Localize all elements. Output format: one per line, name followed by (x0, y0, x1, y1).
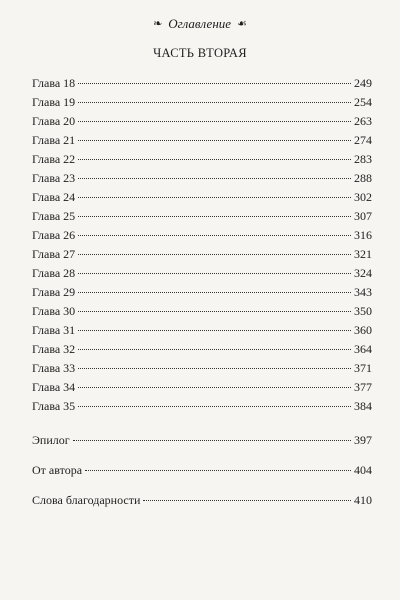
toc-entry-page: 283 (354, 152, 372, 166)
toc-entry (32, 340, 372, 359)
toc-entry-label: Глава 28 (32, 266, 76, 280)
dot-leader (78, 197, 351, 198)
toc-entry-page: 384 (354, 399, 372, 413)
toc-entry-label: Слова благодарности (32, 493, 141, 507)
toc-entry-page: 364 (354, 342, 372, 356)
toc-entry-label: Эпилог (32, 433, 70, 447)
toc-entry-label: Глава 32 (32, 342, 76, 356)
toc-entry (32, 226, 372, 245)
dot-leader (78, 159, 351, 160)
toc-entry-page: 371 (354, 361, 372, 375)
dot-leader (73, 440, 351, 441)
toc-entry-label: Глава 33 (32, 361, 76, 375)
toc-entry (32, 321, 372, 340)
toc-entry-label: Глава 27 (32, 247, 76, 261)
toc-entry-label: Глава 26 (32, 228, 76, 242)
toc-entry (32, 188, 372, 207)
toc-entry-label: Глава 25 (32, 209, 76, 223)
toc-entry-page: 307 (354, 209, 372, 223)
toc-entry (32, 150, 372, 169)
toc-entry-page: 321 (354, 247, 372, 261)
toc-entry (32, 131, 372, 150)
toc-entry-page: 274 (354, 133, 372, 147)
dot-leader (78, 406, 351, 407)
toc-entry (32, 455, 372, 485)
toc-entry-page: 377 (354, 380, 372, 394)
dot-leader (78, 178, 351, 179)
toc-entry-label: Глава 31 (32, 323, 76, 337)
toc-entry (32, 264, 372, 283)
toc-entry-label: Глава 29 (32, 285, 76, 299)
toc-entry (32, 112, 372, 131)
toc-entry-page: 343 (354, 285, 372, 299)
toc-entry (32, 74, 372, 93)
toc-entry (32, 169, 372, 188)
toc-entry-label: Глава 23 (32, 171, 76, 185)
toc-entry (32, 397, 372, 416)
toc-entry-label: Глава 35 (32, 399, 76, 413)
dot-leader (143, 500, 351, 501)
toc-entry (32, 485, 372, 515)
toc-entry-page: 360 (354, 323, 372, 337)
toc-entry (32, 283, 372, 302)
dot-leader (78, 121, 351, 122)
toc-entry (32, 207, 372, 226)
toc-entry-page: 350 (354, 304, 372, 318)
toc-entry-label: Глава 24 (32, 190, 76, 204)
toc-title: Оглавление (168, 16, 232, 31)
toc-entry-label: Глава 21 (32, 133, 76, 147)
dot-leader (78, 254, 351, 255)
dot-leader (78, 102, 351, 103)
toc-entry-page: 302 (354, 190, 372, 204)
dot-leader (78, 311, 351, 312)
toc-entry (32, 359, 372, 378)
toc-entry (32, 425, 372, 455)
extras-list (32, 425, 372, 515)
toc-entry-page: 254 (354, 95, 372, 109)
ornament-right-icon: ☙ (237, 18, 247, 30)
chapter-list (32, 74, 372, 416)
toc-entry-label: Глава 22 (32, 152, 76, 166)
dot-leader (78, 273, 351, 274)
toc-header (0, 16, 400, 32)
dot-leader (85, 470, 351, 471)
dot-leader (78, 216, 351, 217)
dot-leader (78, 235, 351, 236)
toc-entry (32, 93, 372, 112)
dot-leader (78, 349, 351, 350)
toc-entry-page: 410 (354, 493, 372, 507)
toc-entry-label: Глава 19 (32, 95, 76, 109)
dot-leader (78, 83, 351, 84)
dot-leader (78, 140, 351, 141)
toc-entry-label: Глава 18 (32, 76, 76, 90)
toc-entry-page: 263 (354, 114, 372, 128)
dot-leader (78, 292, 351, 293)
toc-entry-page: 249 (354, 76, 372, 90)
toc-entry-label: Глава 34 (32, 380, 76, 394)
toc-entry (32, 378, 372, 397)
toc-entry (32, 302, 372, 321)
dot-leader (78, 368, 351, 369)
toc-entry-page: 324 (354, 266, 372, 280)
toc-entry-page: 397 (354, 433, 372, 447)
toc-entry-label: От автора (32, 463, 83, 477)
toc-entry-page: 404 (354, 463, 372, 477)
toc-entry (32, 245, 372, 264)
toc-entry-label: Глава 20 (32, 114, 76, 128)
toc-entry-page: 288 (354, 171, 372, 185)
part-title: ЧАСТЬ ВТОРАЯ (153, 46, 247, 60)
toc-entry-label: Глава 30 (32, 304, 76, 318)
dot-leader (78, 387, 351, 388)
dot-leader (78, 330, 351, 331)
ornament-left-icon: ❧ (153, 18, 163, 30)
toc-entry-page: 316 (354, 228, 372, 242)
